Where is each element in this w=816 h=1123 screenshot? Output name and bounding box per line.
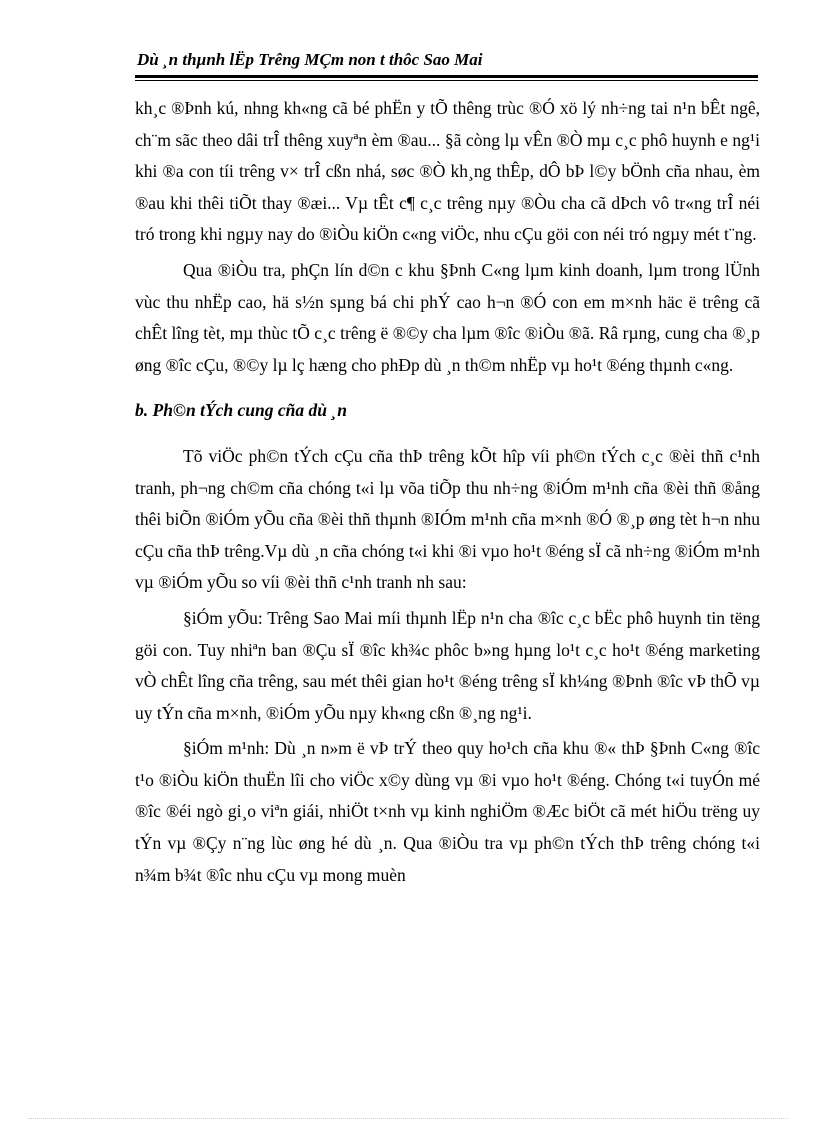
- paragraph: Tõ viÖc ph©n tÝch cÇu cña thÞ trêng kÕt hîp víi ph©n tÝch c¸c ®èi thñ c¹nh tranh, ph¬ng ch©m cña chóng t«i lµ võa tiÕp thu nh÷ng ®iÓm m¹nh cña ®èi thñ ®ång thêi biÕn ®iÓm yÕu cña ®èi thñ thµnh ®IÓm m¹nh cña m×nh ®Ó ®¸p øng tèt h¬n nhu cÇu cña thÞ trêng.Vµ dù ¸n cña chóng t«i khi ®i vµo ho¹t ®éng sÏ cã nh÷ng ®iÓm m¹nh vµ ®iÓm yÕu so víi ®èi thñ c¹nh tranh nh sau:: [135, 445, 760, 593]
- document-body: [135, 93, 760, 895]
- paragraph: §iÓm m¹nh: Dù ¸n n»m ë vÞ trÝ theo quy ho¹ch cña khu ®« thÞ §Þnh C«ng ®îc t¹o ®iÒu kiÖn thuËn lîi cho viÖc x©y dùng vµ ®i vµo ho¹t ®éng. Chóng t«i tuyÓn mé ®îc ®éi ngò gi¸o viªn giái, nhiÖt t×nh vµ kinh nghiÖm ®Æc biÖt cã mét hiÖu trëng uy tÝn vµ ®Çy n¨ng lùc øng hé dù ¸n. Qua ®iÒu tra vµ ph©n tÝch thÞ trêng chóng t«i n¾m b¾t ®îc nhu cÇu vµ mong muèn: [135, 738, 760, 885]
- header-rule-thin: [135, 80, 758, 81]
- footer-dotted-rule: [28, 1118, 788, 1119]
- running-header: Dù ¸n thµnh lËp Trêng MÇm non t thôc Sao Mai: [137, 50, 483, 69]
- section-heading: b. Ph©n tÝch cung cña dù ¸n: [135, 400, 347, 421]
- paragraph: Qua ®iÒu tra, phÇn lín d©n c khu §Þnh C«ng lµm kinh doanh, lµm trong lÜnh vùc thu nhËp cao, hä s½n sµng bá chi phÝ cao h¬n ®Ó con em m×nh häc ë trêng cã chÊt lîng tèt, mµ thùc tÕ c¸c trêng ë ®©y cha lµm ®îc ®iÒu ®ã. Râ rµng, cung cha ®¸p øng ®îc cÇu, ®©y lµ lç hæng cho phÐp dù ¸n th©m nhËp vµ ho¹t ®éng thµnh c«ng.: [135, 259, 760, 375]
- paragraph: §iÓm yÕu: Trêng Sao Mai míi thµnh lËp n¹n cha ®îc c¸c bËc phô huynh tin tëng göi con. Tuy nhiªn ban ®Çu sÏ ®îc kh¾c phôc b»ng hµng lo¹t c¸c ho¹t ®éng marketing vÒ chÊt lîng cña trêng, sau mét thêi gian ho¹t ®éng trêng sÏ kh¼ng ®Þnh ®îc vÞ thÕ vµ uy tÝn cña m×nh, ®iÓm yÕu nµy kh«ng cßn ®¸ng ng¹i.: [135, 607, 760, 723]
- paragraph: kh¸c ®Þnh kú, nhng kh«ng cã bé phËn y tÕ thêng trùc ®Ó xö lý nh÷ng tai n¹n bÊt ngê, ch¨m sãc theo dâi trÎ thêng xuyªn èm ®au... §ã còng lµ vÊn ®Ò mµ c¸c phô huynh e ng¹i khi ®a con tíi trêng v× trÎ cßn nhá, søc ®Ò kh¸ng thÊp, dÔ bÞ l©y bÖnh cña nhau, èm ®au khi thêi tiÕt thay ®æi... Vµ tÊt c¶ c¸c trêng nµy ®Òu cha cã dÞch vô tr«ng trÎ néi tró trong khi ngµy nay do ®iÒu kiÖn c«ng viÖc, nhu cÇu göi con néi tró ngµy mét t¨ng.: [135, 98, 760, 245]
- header-rule-thick: [135, 75, 758, 78]
